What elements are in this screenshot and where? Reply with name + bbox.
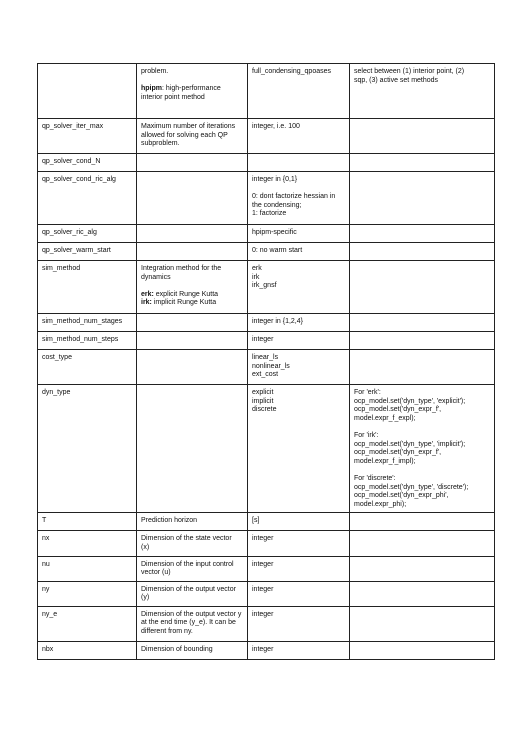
cell-text: select between (1) interior point, (2) [354,68,465,75]
description-cell [137,243,248,261]
value-cell [248,581,350,606]
table-row [38,172,495,225]
param-name: nx [42,535,50,543]
param-name-cell [38,261,137,314]
value-cell [248,641,350,659]
notes-cell [350,64,495,119]
description-cell [137,314,248,332]
notes-cell [350,243,495,261]
cell-text: Integration method for the [141,265,222,272]
cell-text: dynamics [141,273,171,281]
cell-line [354,475,490,484]
cell-line [141,85,243,94]
table-row [38,350,495,385]
param-name-cell [38,556,137,581]
cell-text: Dimension of the input control [141,560,234,568]
value-cell [248,119,350,154]
cell-line [252,535,345,544]
cell-text: ocp_model.set('dyn_type', 'explicit'); [354,397,466,405]
cell-text: implicit [252,397,274,405]
description-cell [137,332,248,350]
description-cell [137,531,248,556]
cell-line [252,586,345,595]
cell-line [354,484,490,493]
cell-line [252,336,345,345]
param-name: sim_method_num_stages [42,318,123,325]
notes-cell [350,225,495,243]
cell-line [252,371,345,380]
value-cell [248,556,350,581]
cell-text: subproblem. [141,140,180,148]
cell-line [252,202,345,211]
table-row [38,513,495,531]
param-name: qp_solver_cond_ric_alg [42,176,116,183]
cell-line [354,458,490,467]
cell-line [354,441,490,450]
param-name-cell [38,581,137,606]
value-cell [248,225,350,243]
cell-text: ocp_model.set('dyn_expr_phi', [354,492,449,500]
cell-line [252,176,345,185]
description-cell [137,172,248,225]
table-row [38,332,495,350]
description-cell [137,225,248,243]
cell-line [354,432,490,441]
bold-term: hpipm [141,85,162,93]
cell-line [252,193,345,202]
cell-line [252,123,345,132]
cell-text: For 'irk': [354,431,379,439]
cell-text: interior point method [141,93,205,101]
cell-line [141,140,243,149]
description-cell [137,581,248,606]
value-cell [248,332,350,350]
table-row [38,556,495,581]
cell-line [141,274,243,283]
value-cell [248,513,350,531]
value-cell [248,531,350,556]
cell-text: (y) [141,594,150,602]
table-row [38,385,495,513]
cell-line [252,68,345,77]
cell-text: ext_cost [252,371,279,379]
cell-text: 1: factorize [252,210,287,218]
cell-line [141,646,243,655]
blank-line [252,185,345,194]
cell-line [141,569,243,578]
cell-line [252,229,345,238]
cell-line [141,611,243,620]
value-cell [248,64,350,119]
cell-line [141,94,243,103]
notes-cell [350,332,495,350]
cell-line [354,449,490,458]
description-cell [137,261,248,314]
cell-text: integer, i.e. 100 [252,123,300,130]
cell-line [354,406,490,415]
cell-line [252,282,345,291]
cell-text: erk [252,265,262,272]
table-row [38,314,495,332]
cell-line [354,501,490,510]
table-row [38,243,495,261]
cell-line [252,354,345,363]
table-row [38,261,495,314]
cell-line [354,68,490,77]
cell-line [252,646,345,655]
description-cell [137,64,248,119]
cell-text: explicit Runge Kutta [153,290,219,298]
description-cell [137,350,248,385]
cell-line [252,517,345,526]
cell-line [354,389,490,398]
blank-line [354,423,490,432]
notes-cell [350,385,495,513]
cell-text: model.expr_f_impl); [354,457,416,465]
cell-line [141,299,243,308]
notes-cell [350,261,495,314]
table-row [38,225,495,243]
cell-line [354,415,490,424]
cell-text: integer [252,610,274,618]
param-name: nu [42,560,50,568]
param-name: ny_e [42,610,58,618]
cell-line [252,611,345,620]
cell-text: Dimension of the output vector y [141,610,242,618]
description-cell [137,556,248,581]
cell-text: implicit Runge Kutta [151,299,217,307]
param-name-cell [38,531,137,556]
cell-text: sqp, (3) active set methods [354,76,439,84]
param-name-cell [38,243,137,261]
notes-cell [350,350,495,385]
cell-text: For 'erk': [354,389,381,396]
bold-term: irk: [141,299,152,307]
cell-line [252,274,345,283]
param-name-cell [38,350,137,385]
cell-text: Maximum number of iterations [141,123,236,130]
param-name: qp_solver_iter_max [42,123,104,130]
cell-text: linear_ls [252,354,279,361]
cell-line [141,291,243,300]
description-cell [137,641,248,659]
value-cell [248,154,350,172]
param-name-cell [38,332,137,350]
param-name-cell [38,314,137,332]
bold-term: erk: [141,290,154,298]
notes-cell [350,641,495,659]
cell-text: allowed for solving each QP [141,131,228,139]
cell-text: model.expr_f_expl); [354,414,416,422]
cell-text: model.expr_phi); [354,500,407,508]
cell-text: different from ny. [141,628,193,636]
cell-line [141,561,243,570]
param-name: sim_method [42,265,81,272]
cell-text: 0: no warm start [252,247,303,254]
cell-line [252,210,345,219]
cell-line [141,68,243,77]
cell-text: [s] [252,517,260,525]
table-row [38,581,495,606]
cell-line [252,398,345,407]
value-cell [248,350,350,385]
cell-line [252,363,345,372]
cell-line [354,77,490,86]
notes-cell [350,172,495,225]
cell-text: Prediction horizon [141,517,198,525]
cell-line [141,535,243,544]
cell-text: integer [252,645,274,653]
param-name-cell [38,225,137,243]
cell-text: ocp_model.set('dyn_expr_f', [354,406,442,414]
cell-text: irk_gnsf [252,282,277,290]
param-name: cost_type [42,354,72,361]
param-name-cell [38,64,137,119]
param-name-cell [38,513,137,531]
cell-text: discrete [252,406,277,414]
cell-text: problem. [141,68,169,75]
blank-line [141,77,243,86]
cell-line [141,586,243,595]
cell-line [252,406,345,415]
cell-text: Dimension of the output vector [141,585,236,593]
notes-cell [350,314,495,332]
parameter-table-body [38,64,495,660]
cell-text: integer [252,560,274,568]
table-row [38,64,495,119]
param-name-cell [38,154,137,172]
cell-text: integer [252,585,274,593]
cell-line [252,389,345,398]
cell-text: ocp_model.set('dyn_type', 'discrete'); [354,483,469,491]
value-cell [248,261,350,314]
description-cell [137,119,248,154]
cell-text: : high-performance [162,85,221,93]
cell-line [141,265,243,274]
cell-line [252,318,345,327]
notes-cell [350,606,495,641]
cell-line [252,561,345,570]
cell-line [354,492,490,501]
cell-text: hpipm-specific [252,229,297,236]
cell-text: Dimension of bounding [141,645,213,653]
cell-text: integer [252,336,274,343]
notes-cell [350,581,495,606]
cell-text: integer in {1,2,4} [252,318,303,325]
cell-text: (x) [141,543,150,551]
notes-cell [350,531,495,556]
cell-text: irk [252,273,260,281]
cell-line [252,247,345,256]
param-name: ny [42,585,50,593]
cell-line [141,544,243,553]
description-cell [137,385,248,513]
value-cell [248,243,350,261]
cell-line [141,517,243,526]
table-row [38,531,495,556]
cell-text: at the end time (y_e). It can be [141,619,236,627]
description-cell [137,154,248,172]
cell-text: 0: dont factorize hessian in [252,193,336,201]
notes-cell [350,119,495,154]
cell-text: Dimension of the state vector [141,535,232,543]
notes-cell [350,556,495,581]
param-name: qp_solver_ric_alg [42,229,97,236]
param-name: qp_solver_cond_N [42,158,101,165]
param-name: nbx [42,645,54,653]
blank-line [354,466,490,475]
param-name-cell [38,119,137,154]
cell-text: explicit [252,389,274,396]
cell-text: For 'discrete': [354,474,396,482]
cell-text: full_condensing_qpoases [252,68,332,75]
cell-text: integer in {0,1} [252,176,298,183]
parameter-table [37,63,495,660]
param-name-cell [38,385,137,513]
cell-text: nonlinear_ls [252,362,290,370]
param-name: T [42,517,47,525]
param-name-cell [38,606,137,641]
param-name-cell [38,641,137,659]
cell-line [252,265,345,274]
table-row [38,606,495,641]
cell-line [141,594,243,603]
description-cell [137,606,248,641]
cell-text: ocp_model.set('dyn_type', 'implicit'); [354,440,466,448]
value-cell [248,606,350,641]
param-name: dyn_type [42,389,71,396]
param-name-cell [38,172,137,225]
table-row [38,154,495,172]
cell-line [141,619,243,628]
value-cell [248,314,350,332]
cell-text: integer [252,535,274,543]
notes-cell [350,154,495,172]
blank-line [141,282,243,291]
param-name: sim_method_num_steps [42,336,119,343]
cell-text: ocp_model.set('dyn_expr_f', [354,449,442,457]
cell-line [354,398,490,407]
cell-line [141,123,243,132]
cell-line [141,132,243,141]
cell-line [141,628,243,637]
table-row [38,641,495,659]
notes-cell [350,513,495,531]
cell-text: the condensing; [252,201,302,209]
cell-text: vector (u) [141,569,171,577]
table-row [38,119,495,154]
value-cell [248,172,350,225]
param-name: qp_solver_warm_start [42,247,111,254]
value-cell [248,385,350,513]
description-cell [137,513,248,531]
